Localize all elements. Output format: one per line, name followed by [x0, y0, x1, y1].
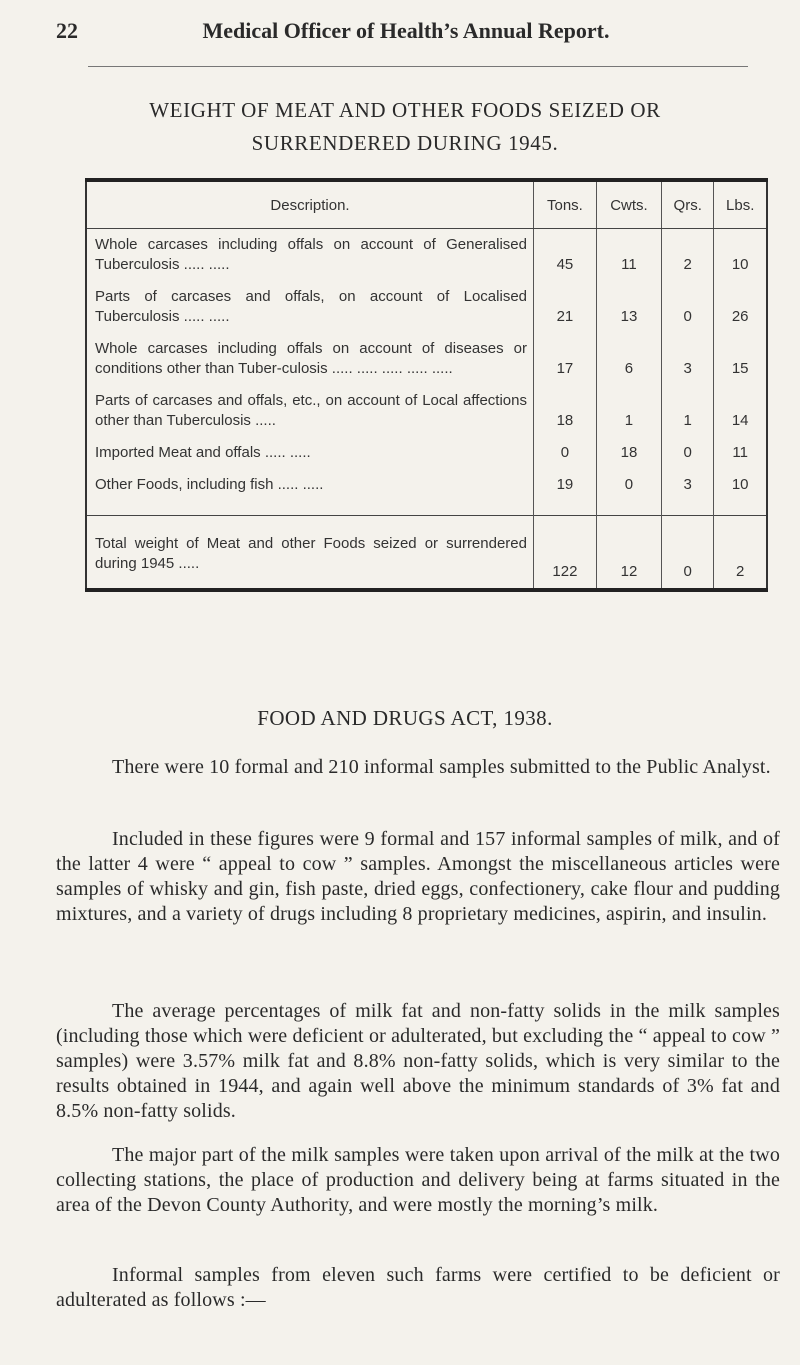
row-lbs: 11	[714, 437, 767, 469]
row-qrs: 3	[662, 333, 714, 385]
header-rule	[88, 66, 748, 67]
row-qrs: 3	[662, 469, 714, 501]
paragraph: Included in these figures were 9 formal and 157 informal samples of milk, and of the latter 4 were “ appeal to cow ” samples. Amongst the miscellaneous articles were samples of whisky and gin, fish paste, dried eggs, confectionery, cake flour and pudding mixtures, and a variety of drugs including 8 proprietary medicines, aspirin, and insulin.	[56, 828, 780, 925]
section-heading: FOOD AND DRUGS ACT, 1938.	[257, 706, 553, 730]
row-description: Imported Meat and offals ..... .....	[95, 444, 311, 461]
table-row	[86, 333, 767, 385]
row-cwts: 18	[596, 437, 661, 469]
row-cwts: 0	[596, 469, 661, 501]
running-title: Medical Officer of Health’s Annual Report.	[202, 18, 610, 43]
row-tons: 18	[534, 385, 597, 437]
row-lbs: 10	[714, 469, 767, 501]
column-header-lbs: Lbs.	[714, 180, 767, 229]
row-qrs: 1	[662, 385, 714, 437]
total-cwts: 12	[596, 516, 661, 591]
row-tons: 19	[534, 469, 597, 501]
column-header-tons: Tons.	[534, 180, 597, 229]
row-qrs: 2	[662, 229, 714, 282]
paragraph: The major part of the milk samples were taken upon arrival of the milk at the two collecting stations, the place of production and delivery being at farms situated in the area of the Devon County Authority, and were mostly the morning’s milk.	[56, 1144, 780, 1216]
row-tons: 21	[534, 281, 597, 333]
column-header-qrs: Qrs.	[662, 180, 714, 229]
row-cwts: 13	[596, 281, 661, 333]
table-row	[86, 385, 767, 437]
row-description: Other Foods, including fish ..... .....	[95, 476, 324, 493]
table-title-line1: WEIGHT OF MEAT AND OTHER FOODS SEIZED OR	[149, 98, 661, 122]
row-description: Whole carcases including offals on account of diseases or conditions other than Tuber-culosis ..... ..... ..... ..... .....	[95, 340, 527, 377]
table-row	[86, 469, 767, 501]
row-tons: 45	[534, 229, 597, 282]
row-lbs: 15	[714, 333, 767, 385]
total-qrs: 0	[662, 516, 714, 591]
row-lbs: 14	[714, 385, 767, 437]
table-row	[86, 281, 767, 333]
row-cwts: 6	[596, 333, 661, 385]
total-description: Total weight of Meat and other Foods seized or surrendered during 1945 .....	[86, 516, 534, 591]
row-tons: 0	[534, 437, 597, 469]
page-header	[56, 18, 756, 48]
table-row	[86, 229, 767, 282]
table-total-row	[86, 516, 767, 591]
page-number: 22	[56, 18, 78, 43]
row-qrs: 0	[662, 437, 714, 469]
row-lbs: 26	[714, 281, 767, 333]
table-header-row	[86, 180, 767, 229]
row-lbs: 10	[714, 229, 767, 282]
row-tons: 17	[534, 333, 597, 385]
food-seizure-table	[85, 178, 768, 592]
total-lbs: 2	[714, 516, 767, 591]
row-cwts: 1	[596, 385, 661, 437]
column-header-cwts: Cwts.	[596, 180, 661, 229]
row-description: Whole carcases including offals on account of Generalised Tuberculosis ..... .....	[95, 236, 527, 273]
row-qrs: 0	[662, 281, 714, 333]
total-tons: 122	[534, 516, 597, 591]
row-cwts: 11	[596, 229, 661, 282]
column-header-description: Description.	[86, 180, 534, 229]
table-title-line2: SURRENDERED DURING 1945.	[251, 131, 559, 155]
table-row	[86, 437, 767, 469]
paragraph: There were 10 formal and 210 informal samples submitted to the Public Analyst.	[112, 756, 771, 778]
paragraph: The average percentages of milk fat and non-fatty solids in the milk samples (including those which were deficient or adulterated, but excluding the “ appeal to cow ” samples) were 3.57% milk fat and 8.8% non-fatty solids, which is very similar to the results obtained in 1944, and again well above the minimum standards of 3% fat and 8.5% non-fatty solids.	[56, 1000, 780, 1122]
row-description: Parts of carcases and offals, etc., on account of Local affections other than Tuberculosis .....	[95, 392, 527, 429]
paragraph: Informal samples from eleven such farms were certified to be deficient or adulterated as follows :—	[56, 1264, 780, 1311]
table-spacer-row	[86, 501, 767, 516]
row-description: Parts of carcases and offals, on account of Localised Tuberculosis ..... .....	[95, 288, 527, 325]
